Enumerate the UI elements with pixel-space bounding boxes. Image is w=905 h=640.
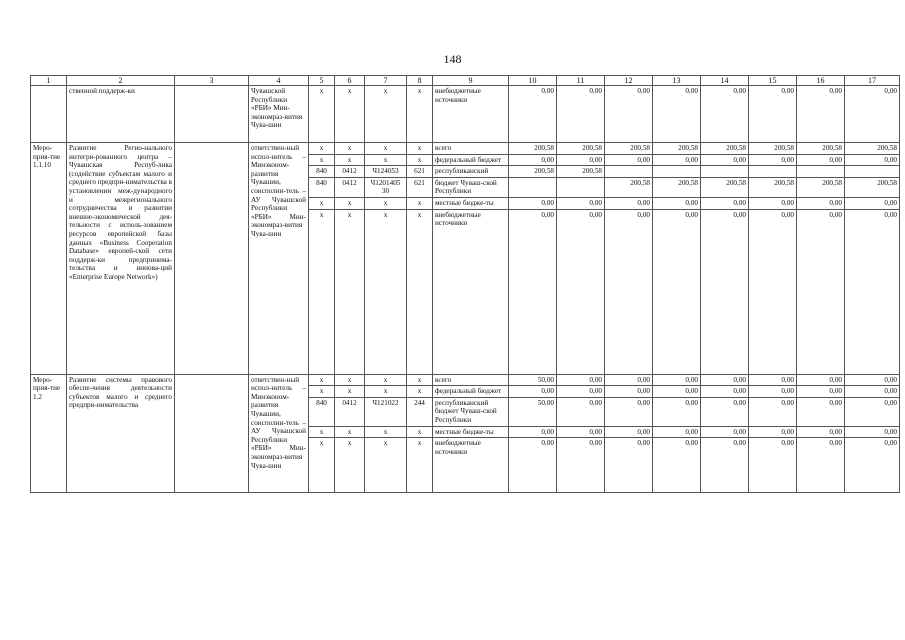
value-cell: 0,00 (509, 86, 557, 143)
executor: Чувашской Республики «РБИ» Мин-экономраз-вития Чува-шии (249, 86, 309, 143)
code-cell: x (407, 197, 433, 209)
table-row (31, 374, 900, 386)
value-cell: 0,00 (845, 426, 900, 438)
code-cell: 840 (309, 397, 335, 426)
value-cell: 50,00 (509, 374, 557, 386)
value-cell: 0,00 (605, 86, 653, 143)
value-cell: 0,00 (845, 438, 900, 493)
col-header: 14 (701, 76, 749, 86)
col-header: 2 (67, 76, 175, 86)
value-cell: 0,00 (605, 374, 653, 386)
value-cell: 0,00 (557, 374, 605, 386)
code-cell: x (365, 438, 407, 493)
value-cell (749, 166, 797, 178)
code-cell: x (309, 143, 335, 155)
code-cell: x (365, 386, 407, 398)
value-cell: 0,00 (701, 86, 749, 143)
code-cell: x (407, 438, 433, 493)
value-cell: 0,00 (701, 426, 749, 438)
value-cell: 0,00 (557, 397, 605, 426)
code-cell: x (335, 143, 365, 155)
code-cell: x (309, 438, 335, 493)
executor: ответствен-ный испол-нитель – Минэконом-развития Чувашии, соисполни-тель – АУ Чувашской Республики «РБИ» Мин-экономраз-вития Чува-шии (249, 143, 309, 375)
budget-table (30, 75, 900, 493)
code-cell: x (365, 426, 407, 438)
value-cell: 0,00 (749, 209, 797, 374)
value-cell: 0,00 (653, 426, 701, 438)
code-cell: x (335, 386, 365, 398)
value-cell (701, 166, 749, 178)
value-cell: 0,00 (797, 374, 845, 386)
value-cell: 0,00 (557, 386, 605, 398)
measure-name: ственной поддерж-ки (67, 86, 175, 143)
value-cell (797, 166, 845, 178)
value-cell: 0,00 (845, 209, 900, 374)
table-row (31, 86, 900, 143)
code-cell: x (407, 209, 433, 374)
value-cell: 200,58 (845, 143, 900, 155)
code-cell: x (335, 86, 365, 143)
funding-source: внебюджетные источники (433, 209, 509, 374)
col-header: 4 (249, 76, 309, 86)
value-cell: 0,00 (605, 154, 653, 166)
value-cell: 0,00 (749, 397, 797, 426)
measure-label: Меро-прия-тие 1.1.10 (31, 143, 67, 375)
code-cell: x (309, 426, 335, 438)
value-cell: 200,58 (701, 177, 749, 197)
code-cell: 621 (407, 166, 433, 178)
funding-source: всего (433, 143, 509, 155)
value-cell: 0,00 (605, 197, 653, 209)
code-cell: x (335, 197, 365, 209)
code-cell: 621 (407, 177, 433, 197)
value-cell: 0,00 (557, 426, 605, 438)
value-cell (653, 166, 701, 178)
col-header: 17 (845, 76, 900, 86)
code-cell: x (365, 197, 407, 209)
col-header: 10 (509, 76, 557, 86)
value-cell: 0,00 (701, 397, 749, 426)
col-header: 6 (335, 76, 365, 86)
col-header: 16 (797, 76, 845, 86)
value-cell: 0,00 (605, 386, 653, 398)
value-cell (605, 166, 653, 178)
value-cell: 0,00 (797, 426, 845, 438)
code-cell: x (407, 374, 433, 386)
code-cell: x (309, 374, 335, 386)
funding-source: местные бюдже-ты (433, 426, 509, 438)
code-cell: x (309, 386, 335, 398)
value-cell: 0,00 (797, 86, 845, 143)
value-cell: 0,00 (653, 374, 701, 386)
value-cell: 0,00 (845, 86, 900, 143)
value-cell (557, 177, 605, 197)
code-cell: 0412 (335, 397, 365, 426)
value-cell: 0,00 (509, 154, 557, 166)
measure-name: Развитие системы правового обеспе-чения деятельности субъектов малого и среднего предпри-нимательства (67, 374, 175, 493)
code-cell: x (365, 86, 407, 143)
empty-cell (175, 374, 249, 493)
col-header: 11 (557, 76, 605, 86)
code-cell: x (365, 154, 407, 166)
col-header: 9 (433, 76, 509, 86)
code-cell: x (407, 426, 433, 438)
value-cell: 200,58 (653, 143, 701, 155)
code-cell: x (309, 197, 335, 209)
value-cell: 200,58 (701, 143, 749, 155)
col-header: 13 (653, 76, 701, 86)
value-cell: 0,00 (509, 386, 557, 398)
code-cell: 840 (309, 166, 335, 178)
code-cell: Ч121022 (365, 397, 407, 426)
measure-name: Развитие Регио-нального интегри-рованного центра – Чувашская Респуб-лика (содействие субъектам малого и среднего предпри-нимательства в установлении меж-дународного и межрегионального сотрудничества и развитии внешне-экономической дея-тельности с исполь-зованием ресурсов европейской базы данных «Business Cooperation Database» европей-ской сети поддерж-ки предпринима-тельства и иннова-ций «Enterprise Europe Network») (67, 143, 175, 375)
value-cell: 0,00 (749, 374, 797, 386)
funding-source: всего (433, 374, 509, 386)
value-cell: 0,00 (797, 209, 845, 374)
value-cell: 200,58 (509, 166, 557, 178)
value-cell: 0,00 (509, 209, 557, 374)
value-cell: 0,00 (845, 197, 900, 209)
value-cell: 0,00 (701, 154, 749, 166)
value-cell: 0,00 (605, 438, 653, 493)
value-cell (509, 177, 557, 197)
value-cell: 0,00 (557, 209, 605, 374)
value-cell: 0,00 (845, 386, 900, 398)
value-cell: 0,00 (701, 386, 749, 398)
value-cell: 200,58 (509, 143, 557, 155)
code-cell: x (407, 86, 433, 143)
funding-source: республиканский бюджет Чуваш-ской Республики (433, 397, 509, 426)
value-cell: 200,58 (749, 177, 797, 197)
value-cell: 0,00 (557, 154, 605, 166)
value-cell: 0,00 (701, 209, 749, 374)
measure-label: Меро-прия-тие 1.2 (31, 374, 67, 493)
code-cell: x (335, 438, 365, 493)
value-cell: 200,58 (653, 177, 701, 197)
value-cell: 0,00 (797, 397, 845, 426)
value-cell: 200,58 (557, 166, 605, 178)
code-cell: x (309, 209, 335, 374)
value-cell: 0,00 (749, 197, 797, 209)
value-cell: 0,00 (749, 438, 797, 493)
value-cell: 0,00 (605, 426, 653, 438)
value-cell: 0,00 (749, 386, 797, 398)
value-cell (845, 166, 900, 178)
value-cell: 0,00 (797, 154, 845, 166)
code-cell: x (335, 154, 365, 166)
value-cell: 0,00 (653, 154, 701, 166)
code-cell: 0412 (335, 177, 365, 197)
funding-source: местные бюдже-ты (433, 197, 509, 209)
code-cell: 840 (309, 177, 335, 197)
page-number: 148 (443, 52, 462, 66)
value-cell: 0,00 (557, 197, 605, 209)
col-header: 12 (605, 76, 653, 86)
value-cell: 0,00 (749, 86, 797, 143)
col-header: 15 (749, 76, 797, 86)
value-cell: 0,00 (557, 86, 605, 143)
funding-source: республиканский (433, 166, 509, 178)
value-cell: 0,00 (653, 397, 701, 426)
row-label (31, 86, 67, 143)
value-cell: 0,00 (509, 197, 557, 209)
executor: ответствен-ный испол-нитель – Минэконом-развития Чувашии, соисполни-тель – АУ Чувашской Республики «РБИ» Мин-экономраз-вития Чува-шии (249, 374, 309, 493)
value-cell: 200,58 (749, 143, 797, 155)
code-cell: 244 (407, 397, 433, 426)
code-cell: x (335, 426, 365, 438)
value-cell: 0,00 (845, 397, 900, 426)
value-cell: 200,58 (797, 177, 845, 197)
value-cell: 200,58 (605, 177, 653, 197)
funding-source: внебюджетные источники (433, 86, 509, 143)
col-header: 8 (407, 76, 433, 86)
code-cell: Ч1201405 30 (365, 177, 407, 197)
value-cell: 200,58 (605, 143, 653, 155)
value-cell: 200,58 (557, 143, 605, 155)
code-cell: x (365, 209, 407, 374)
col-header: 3 (175, 76, 249, 86)
value-cell: 0,00 (701, 374, 749, 386)
funding-source: бюджет Чуваш-ской Республики (433, 177, 509, 197)
value-cell: 0,00 (557, 438, 605, 493)
code-cell: x (365, 374, 407, 386)
value-cell: 50,00 (509, 397, 557, 426)
col-header: 7 (365, 76, 407, 86)
value-cell: 0,00 (605, 209, 653, 374)
empty-cell (175, 86, 249, 143)
value-cell: 200,58 (797, 143, 845, 155)
value-cell: 0,00 (605, 397, 653, 426)
value-cell: 200,58 (845, 177, 900, 197)
code-cell: x (335, 209, 365, 374)
value-cell: 0,00 (653, 197, 701, 209)
value-cell: 0,00 (509, 438, 557, 493)
column-header-row (31, 76, 900, 86)
value-cell: 0,00 (653, 209, 701, 374)
value-cell: 0,00 (749, 154, 797, 166)
value-cell: 0,00 (749, 426, 797, 438)
value-cell: 0,00 (797, 386, 845, 398)
value-cell: 0,00 (845, 374, 900, 386)
funding-source: федеральный бюджет (433, 386, 509, 398)
code-cell: Ч124053 (365, 166, 407, 178)
empty-cell (175, 143, 249, 375)
code-cell: 0412 (335, 166, 365, 178)
value-cell: 0,00 (701, 197, 749, 209)
value-cell: 0,00 (653, 386, 701, 398)
value-cell: 0,00 (797, 197, 845, 209)
code-cell: x (335, 374, 365, 386)
col-header: 5 (309, 76, 335, 86)
value-cell: 0,00 (845, 154, 900, 166)
code-cell: x (365, 143, 407, 155)
funding-source: внебюджетные источники (433, 438, 509, 493)
code-cell: x (407, 386, 433, 398)
table-row (31, 143, 900, 155)
value-cell: 0,00 (509, 426, 557, 438)
code-cell: x (309, 86, 335, 143)
col-header: 1 (31, 76, 67, 86)
code-cell: x (309, 154, 335, 166)
value-cell: 0,00 (653, 86, 701, 143)
funding-source: федеральный бюджет (433, 154, 509, 166)
code-cell: x (407, 154, 433, 166)
value-cell: 0,00 (653, 438, 701, 493)
value-cell: 0,00 (797, 438, 845, 493)
code-cell: x (407, 143, 433, 155)
value-cell: 0,00 (701, 438, 749, 493)
